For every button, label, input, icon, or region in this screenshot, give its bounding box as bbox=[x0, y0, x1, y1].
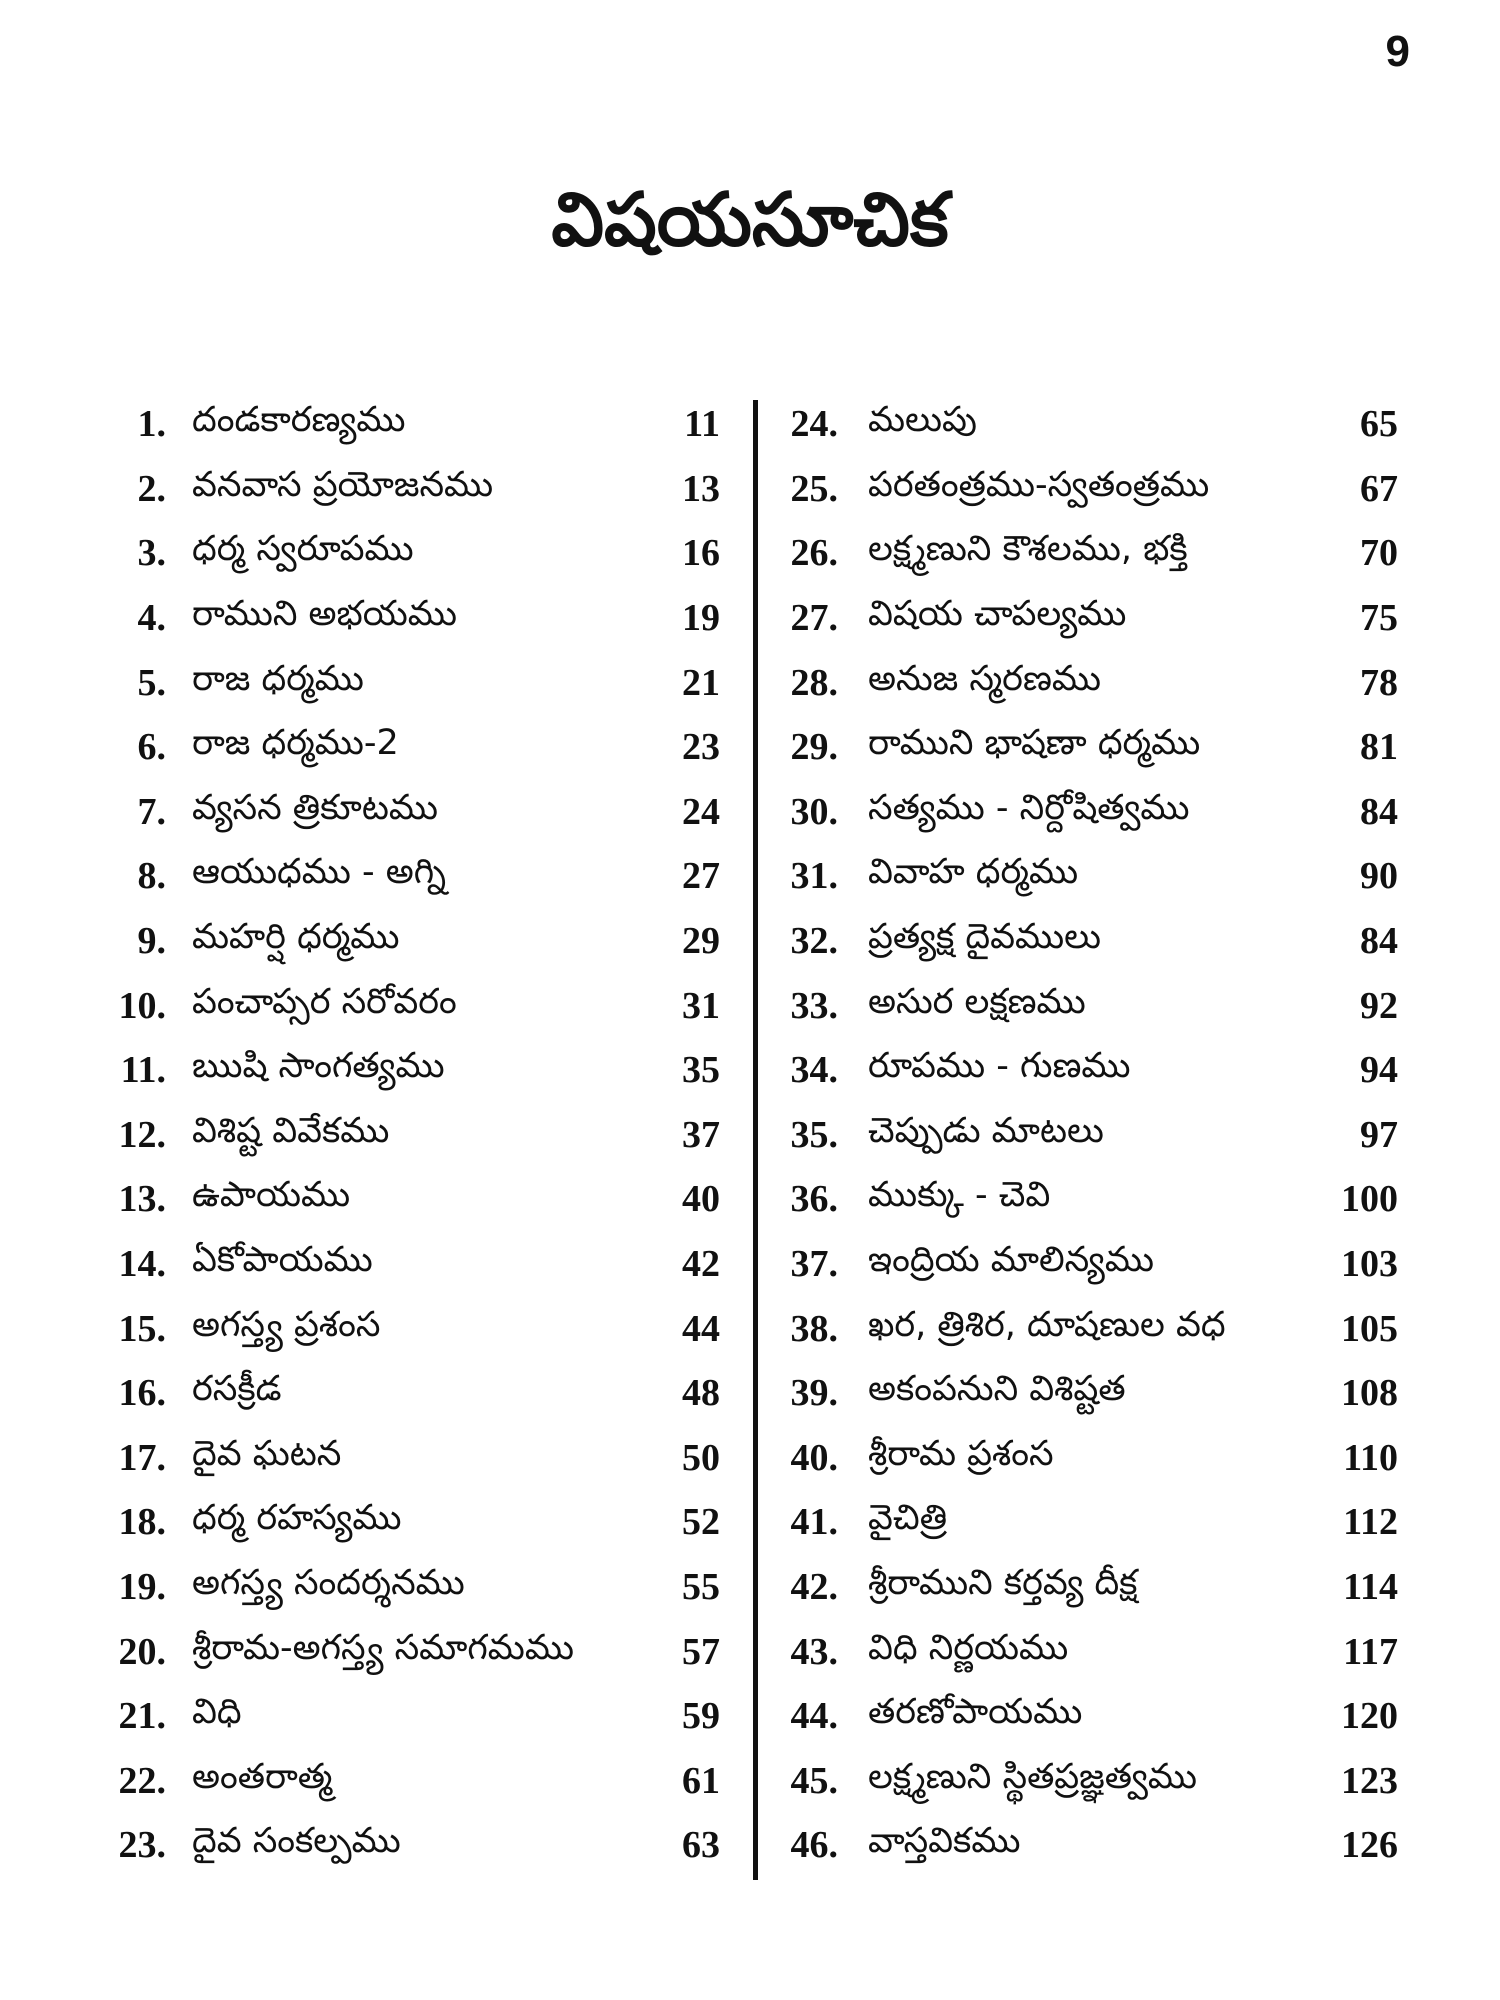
toc-entry-number: 42. bbox=[790, 1565, 838, 1608]
toc-entry-title: ముక్కు - చెవి bbox=[868, 1175, 1051, 1216]
toc-entry-number: 7. bbox=[137, 790, 166, 833]
toc-entry-title: విధి నిర్ణయము bbox=[868, 1627, 1069, 1668]
toc-entry-number: 4. bbox=[137, 597, 166, 640]
toc-entry-number: 15. bbox=[118, 1307, 166, 1350]
toc-entry bbox=[100, 780, 720, 845]
toc-entry-number: 20. bbox=[118, 1630, 166, 1673]
toc-entry-page: 94 bbox=[1360, 1049, 1398, 1092]
toc-entry bbox=[100, 1038, 720, 1103]
toc-entry-number: 39. bbox=[790, 1372, 838, 1415]
toc-right-column bbox=[778, 392, 1398, 1878]
toc-entry-page: 81 bbox=[1360, 726, 1398, 769]
toc-entry-page: 61 bbox=[682, 1759, 720, 1802]
toc-entry-number: 37. bbox=[790, 1243, 838, 1286]
toc-entry-number: 33. bbox=[790, 984, 838, 1027]
toc-entry-title: అంతరాత్మ bbox=[192, 1756, 333, 1797]
toc-entry-title: ఇంద్రియ మాలిన్యము bbox=[868, 1240, 1154, 1281]
toc-entry-title: రసక్రీడ bbox=[192, 1369, 282, 1410]
toc-entry-title: వివాహ ధర్మము bbox=[868, 852, 1079, 893]
toc-entry bbox=[100, 1361, 720, 1426]
toc-entry-title: మలుపు bbox=[868, 400, 977, 441]
toc-entry-title: ఋషి సాంగత్యము bbox=[192, 1046, 445, 1087]
toc-entry-title: దండకారణ్యము bbox=[192, 400, 406, 441]
toc-entry bbox=[778, 1813, 1398, 1878]
toc-entry-title: శ్రీరామ ప్రశంస bbox=[868, 1433, 1054, 1474]
toc-entry bbox=[100, 1684, 720, 1749]
toc-entry bbox=[778, 392, 1398, 457]
toc-entry-number: 34. bbox=[790, 1049, 838, 1092]
toc-entry bbox=[100, 844, 720, 909]
toc-entry-page: 16 bbox=[682, 532, 720, 575]
toc-entry-title: వాస్తవికము bbox=[868, 1821, 1021, 1862]
toc-entry-number: 16. bbox=[118, 1372, 166, 1415]
toc-entry-page: 126 bbox=[1341, 1824, 1398, 1867]
toc-entry bbox=[100, 1555, 720, 1620]
toc-entry-title: అగస్త్య సందర్శనము bbox=[192, 1562, 465, 1603]
toc-entry-number: 45. bbox=[790, 1759, 838, 1802]
toc-entry-number: 46. bbox=[790, 1824, 838, 1867]
toc-entry bbox=[778, 1167, 1398, 1232]
toc-entry-page: 55 bbox=[682, 1565, 720, 1608]
toc-entry-title: విషయ చాపల్యము bbox=[868, 594, 1127, 635]
toc-entry-title: అకంపనుని విశిష్టత bbox=[868, 1369, 1126, 1410]
toc-entry-title: ప్రత్యక్ష దైవములు bbox=[868, 917, 1102, 958]
toc-entry-page: 21 bbox=[682, 661, 720, 704]
toc-entry-page: 40 bbox=[682, 1178, 720, 1221]
toc-entry-number: 24. bbox=[790, 403, 838, 446]
toc-entry-number: 29. bbox=[790, 726, 838, 769]
toc-entry-page: 75 bbox=[1360, 597, 1398, 640]
toc-entry bbox=[100, 909, 720, 974]
toc-entry-title: ఖర, త్రిశిర, దూషణుల వధ bbox=[868, 1304, 1226, 1345]
toc-entry-number: 31. bbox=[790, 855, 838, 898]
toc-entry bbox=[778, 909, 1398, 974]
toc-entry bbox=[778, 1103, 1398, 1168]
toc-entry-title: వైచిత్రి bbox=[868, 1498, 948, 1539]
toc-entry-page: 90 bbox=[1360, 855, 1398, 898]
toc-entry-page: 52 bbox=[682, 1501, 720, 1544]
toc-entry-title: రాజ ధర్మము bbox=[192, 658, 364, 699]
toc-entry-number: 19. bbox=[118, 1565, 166, 1608]
toc-entry-title: అగస్త్య ప్రశంస bbox=[192, 1304, 381, 1345]
toc-entry-title: అసుర లక్షణము bbox=[868, 981, 1086, 1022]
toc-entry bbox=[778, 1490, 1398, 1555]
toc-entry-page: 27 bbox=[682, 855, 720, 898]
toc-entry bbox=[778, 844, 1398, 909]
toc-entry bbox=[778, 780, 1398, 845]
toc-entry-page: 65 bbox=[1360, 403, 1398, 446]
toc-entry bbox=[100, 1426, 720, 1491]
column-divider bbox=[753, 400, 758, 1880]
toc-entry-title: పంచాప్సర సరోవరం bbox=[192, 981, 457, 1022]
toc-entry bbox=[100, 1813, 720, 1878]
toc-entry-page: 67 bbox=[1360, 467, 1398, 510]
toc-entry-number: 23. bbox=[118, 1824, 166, 1867]
toc-entry-title: ధర్మ రహస్యము bbox=[192, 1498, 402, 1539]
toc-entry-number: 3. bbox=[137, 532, 166, 575]
toc-entry-number: 36. bbox=[790, 1178, 838, 1221]
toc-entry-page: 50 bbox=[682, 1436, 720, 1479]
toc-entry-title: మహర్షి ధర్మము bbox=[192, 917, 400, 958]
toc-entry-page: 105 bbox=[1341, 1307, 1398, 1350]
toc-entry-number: 32. bbox=[790, 920, 838, 963]
toc-entry bbox=[100, 1296, 720, 1361]
toc-entry bbox=[778, 1684, 1398, 1749]
toc-entry-page: 117 bbox=[1343, 1630, 1398, 1673]
toc-entry-page: 37 bbox=[682, 1113, 720, 1156]
toc-entry bbox=[778, 1232, 1398, 1297]
toc-entry-title: వ్యసన త్రికూటము bbox=[192, 787, 438, 828]
page-title: విషయసూచిక bbox=[551, 177, 949, 263]
toc-entry-page: 35 bbox=[682, 1049, 720, 1092]
toc-entry-number: 28. bbox=[790, 661, 838, 704]
toc-entry-number: 12. bbox=[118, 1113, 166, 1156]
toc-entry-title: లక్ష్మణుని స్థితప్రజ్ఞత్వము bbox=[868, 1756, 1197, 1797]
toc-entry-title: అనుజ స్మరణము bbox=[868, 658, 1101, 699]
toc-entry-page: 11 bbox=[684, 403, 720, 446]
toc-entry-number: 2. bbox=[137, 467, 166, 510]
toc-entry-number: 8. bbox=[137, 855, 166, 898]
toc-entry-page: 42 bbox=[682, 1243, 720, 1286]
toc-entry-number: 17. bbox=[118, 1436, 166, 1479]
toc-entry-number: 6. bbox=[137, 726, 166, 769]
page-number: 9 bbox=[1385, 27, 1410, 76]
toc-entry bbox=[100, 1619, 720, 1684]
toc-entry-title: విశిష్ట వివేకము bbox=[192, 1110, 390, 1151]
toc-entry-title: లక్ష్మణుని కౌశలము, భక్తి bbox=[868, 529, 1188, 570]
toc-entry bbox=[100, 1748, 720, 1813]
toc-entry bbox=[100, 392, 720, 457]
toc-entry-page: 92 bbox=[1360, 984, 1398, 1027]
toc-entry bbox=[100, 715, 720, 780]
toc-entry-number: 9. bbox=[137, 920, 166, 963]
toc-entry-page: 97 bbox=[1360, 1113, 1398, 1156]
toc-entry-page: 48 bbox=[682, 1372, 720, 1415]
toc-entry bbox=[100, 973, 720, 1038]
toc-entry-page: 120 bbox=[1341, 1695, 1398, 1738]
toc-entry-title: దైవ సంకల్పము bbox=[192, 1821, 401, 1862]
toc-entry-page: 57 bbox=[682, 1630, 720, 1673]
toc-entry-number: 25. bbox=[790, 467, 838, 510]
toc-entry-number: 38. bbox=[790, 1307, 838, 1350]
toc-entry-page: 29 bbox=[682, 920, 720, 963]
toc-entry bbox=[778, 973, 1398, 1038]
toc-left-column bbox=[100, 392, 720, 1878]
toc-entry bbox=[778, 1619, 1398, 1684]
toc-entry-title: వనవాస ప్రయోజనము bbox=[192, 464, 494, 505]
toc-entry-number: 41. bbox=[790, 1501, 838, 1544]
toc-entry-page: 63 bbox=[682, 1824, 720, 1867]
toc-entry bbox=[778, 715, 1398, 780]
toc-entry-title: ఏకోపాయము bbox=[192, 1240, 373, 1281]
toc-entry-page: 70 bbox=[1360, 532, 1398, 575]
toc-entry-number: 13. bbox=[118, 1178, 166, 1221]
toc-entry bbox=[778, 1038, 1398, 1103]
toc-entry bbox=[100, 457, 720, 522]
toc-entry bbox=[778, 457, 1398, 522]
toc-entry-page: 44 bbox=[682, 1307, 720, 1350]
toc-entry-page: 108 bbox=[1341, 1372, 1398, 1415]
toc-entry bbox=[778, 650, 1398, 715]
toc-entry-number: 14. bbox=[118, 1243, 166, 1286]
toc-entry-number: 30. bbox=[790, 790, 838, 833]
toc-entry bbox=[778, 1555, 1398, 1620]
toc-entry-page: 110 bbox=[1343, 1436, 1398, 1479]
toc-entry-page: 13 bbox=[682, 467, 720, 510]
toc-entry bbox=[100, 1167, 720, 1232]
toc-entry-title: పరతంత్రము-స్వతంత్రము bbox=[868, 464, 1210, 505]
toc-entry-title: దైవ ఘటన bbox=[192, 1433, 342, 1474]
toc-entry-number: 35. bbox=[790, 1113, 838, 1156]
toc-entry-number: 44. bbox=[790, 1695, 838, 1738]
toc-entry-page: 103 bbox=[1341, 1243, 1398, 1286]
toc-entry bbox=[100, 521, 720, 586]
toc-entry-number: 18. bbox=[118, 1501, 166, 1544]
toc-entry-title: శ్రీరాముని కర్తవ్య దీక్ష bbox=[868, 1562, 1138, 1603]
toc-entry-page: 112 bbox=[1343, 1501, 1398, 1544]
toc-entry bbox=[778, 1748, 1398, 1813]
toc-entry-page: 23 bbox=[682, 726, 720, 769]
toc-entry-title: ఉపాయము bbox=[192, 1175, 351, 1216]
toc-entry-title: చెప్పుడు మాటలు bbox=[868, 1110, 1104, 1151]
toc-entry-title: ఆయుధము - అగ్ని bbox=[192, 852, 446, 893]
toc-entry bbox=[100, 1232, 720, 1297]
toc-entry bbox=[100, 1103, 720, 1168]
toc-entry-number: 1. bbox=[137, 403, 166, 446]
toc-entry bbox=[100, 1490, 720, 1555]
toc-entry-title: సత్యము - నిర్దోషిత్వము bbox=[868, 787, 1190, 828]
toc-entry-page: 84 bbox=[1360, 920, 1398, 963]
toc-entry-title: రూపము - గుణము bbox=[868, 1046, 1131, 1087]
toc-entry-page: 123 bbox=[1341, 1759, 1398, 1802]
toc-entry-page: 59 bbox=[682, 1695, 720, 1738]
toc-entry-page: 100 bbox=[1341, 1178, 1398, 1221]
toc-entry-title: రాజ ధర్మము-2 bbox=[192, 723, 399, 764]
toc-entry bbox=[778, 586, 1398, 651]
toc-entry-title: తరణోపాయము bbox=[868, 1692, 1083, 1733]
toc-entry-page: 19 bbox=[682, 597, 720, 640]
toc-entry-number: 5. bbox=[137, 661, 166, 704]
toc-entry-title: రాముని అభయము bbox=[192, 594, 457, 635]
toc-entry-title: విధి bbox=[192, 1692, 242, 1733]
toc-entry-number: 26. bbox=[790, 532, 838, 575]
toc-entry-page: 78 bbox=[1360, 661, 1398, 704]
toc-entry bbox=[778, 521, 1398, 586]
toc-entry-number: 21. bbox=[118, 1695, 166, 1738]
toc-entry bbox=[778, 1361, 1398, 1426]
toc-entry bbox=[100, 586, 720, 651]
toc-entry-page: 24 bbox=[682, 790, 720, 833]
toc-entry bbox=[778, 1296, 1398, 1361]
toc-entry-title: శ్రీరామ-అగస్త్య సమాగమము bbox=[192, 1627, 574, 1668]
toc-entry-number: 10. bbox=[118, 984, 166, 1027]
toc-entry-number: 27. bbox=[790, 597, 838, 640]
toc-entry bbox=[100, 650, 720, 715]
toc-entry bbox=[778, 1426, 1398, 1491]
toc-entry-page: 114 bbox=[1343, 1565, 1398, 1608]
toc-entry-number: 40. bbox=[790, 1436, 838, 1479]
toc-entry-title: రాముని భాషణా ధర్మము bbox=[868, 723, 1201, 764]
toc-entry-number: 11. bbox=[120, 1049, 166, 1092]
toc-entry-title: ధర్మ స్వరూపము bbox=[192, 529, 414, 570]
toc-entry-number: 43. bbox=[790, 1630, 838, 1673]
toc-entry-page: 84 bbox=[1360, 790, 1398, 833]
toc-entry-number: 22. bbox=[118, 1759, 166, 1802]
toc-entry-page: 31 bbox=[682, 984, 720, 1027]
